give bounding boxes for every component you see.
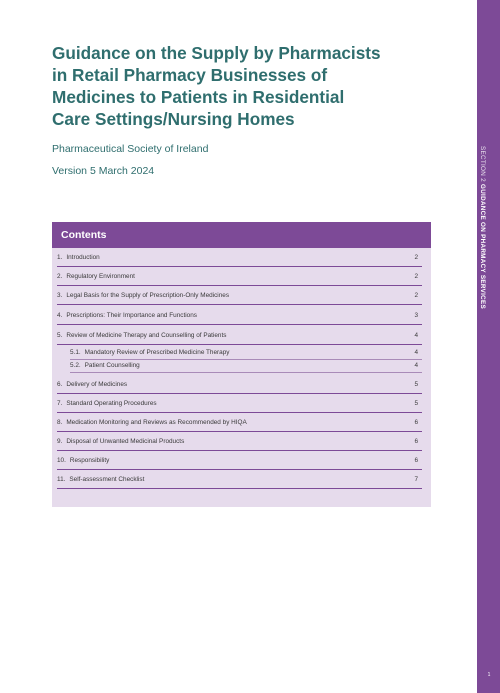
toc-text: Self-assessment Checklist: [69, 476, 145, 483]
toc-item-review-therapy[interactable]: [57, 332, 422, 345]
toc-text: Review of Medicine Therapy and Counselling of Patients: [66, 332, 227, 339]
toc-text: Regulatory Environment: [66, 273, 135, 280]
toc-item-medication-monitoring[interactable]: [57, 419, 422, 432]
toc-text: Delivery of Medicines: [66, 381, 128, 388]
toc-subitem-patient-counselling[interactable]: [70, 362, 422, 373]
toc-number: 9.: [57, 438, 63, 445]
toc-number: 7.: [57, 400, 63, 407]
toc-item-responsibility[interactable]: [57, 457, 422, 470]
section-number: SECTION 2: [479, 146, 486, 182]
toc-page: 5: [414, 381, 418, 388]
toc-page: 4: [414, 332, 418, 339]
side-tab-bar: [477, 0, 500, 693]
toc-page: 5: [414, 400, 418, 407]
title-line: Medicines to Patients in Residential: [52, 87, 345, 107]
toc-page: 6: [414, 419, 418, 426]
toc-text: Responsibility: [69, 457, 110, 464]
toc-text: Legal Basis for the Supply of Prescription-Only Medicines: [66, 292, 230, 299]
toc-number: 1.: [57, 254, 63, 261]
toc-text: Medication Monitoring and Reviews as Recommended by HIQA: [66, 419, 247, 426]
toc-item-regulatory[interactable]: [57, 273, 422, 286]
toc-number: 5.: [57, 332, 63, 339]
toc-number: 2.: [57, 273, 63, 280]
toc-page: 2: [414, 273, 418, 280]
title-line: Care Settings/Nursing Homes: [52, 109, 295, 129]
toc-text: Prescriptions: Their Importance and Functions: [66, 312, 197, 319]
toc-page: 4: [414, 362, 418, 369]
toc-page: 3: [414, 312, 418, 319]
toc-number: 4.: [57, 312, 63, 319]
toc-text: Introduction: [66, 254, 100, 261]
toc-item-self-assessment[interactable]: [57, 476, 422, 489]
toc-item-introduction[interactable]: [57, 254, 422, 267]
toc-page: 6: [414, 457, 418, 464]
toc-page: 2: [414, 292, 418, 299]
toc-page: 4: [414, 349, 418, 356]
toc-number: 3.: [57, 292, 63, 299]
toc-text: Standard Operating Procedures: [66, 400, 157, 407]
toc-number: 5.2.: [70, 362, 81, 369]
toc-item-delivery[interactable]: [57, 381, 422, 394]
toc-page: 7: [414, 476, 418, 483]
contents-panel: [52, 222, 431, 507]
toc-text: Patient Counselling: [84, 362, 140, 369]
toc-number: 5.1.: [70, 349, 81, 356]
toc-item-prescriptions[interactable]: [57, 312, 422, 325]
version-label: Version 5 March 2024: [52, 165, 155, 177]
document-title: [52, 42, 452, 130]
toc-number: 11.: [57, 476, 66, 483]
toc-page: 2: [414, 254, 418, 261]
title-line: Guidance on the Supply by Pharmacists: [52, 43, 381, 63]
toc-number: 10.: [57, 457, 66, 464]
toc-number: 6.: [57, 381, 63, 388]
toc-text: Mandatory Review of Prescribed Medicine Therapy: [84, 349, 230, 356]
toc-text: Disposal of Unwanted Medicinal Products: [66, 438, 185, 445]
toc-page: 6: [414, 438, 418, 445]
toc-number: 8.: [57, 419, 63, 426]
page-number: 1: [487, 672, 491, 678]
section-title: GUIDANCE ON PHARMACY SERVICES: [479, 184, 486, 309]
organization-name: Pharmaceutical Society of Ireland: [52, 143, 209, 155]
toc-item-disposal[interactable]: [57, 438, 422, 451]
toc-item-sops[interactable]: [57, 400, 422, 413]
title-line: in Retail Pharmacy Businesses of: [52, 65, 328, 85]
toc-subitem-mandatory-review[interactable]: [70, 349, 422, 360]
side-tab-label: [479, 146, 486, 309]
contents-heading: Contents: [52, 222, 431, 248]
toc-item-legal-basis[interactable]: [57, 292, 422, 305]
